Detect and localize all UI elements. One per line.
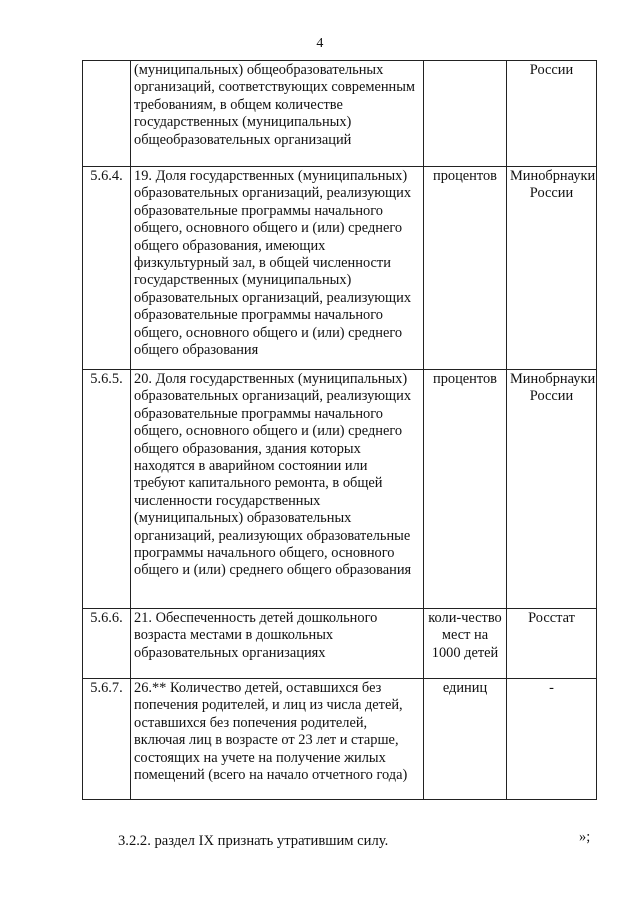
- source-cell: -: [507, 679, 597, 800]
- row-number: 5.6.4.: [83, 167, 131, 370]
- indicator-text: 19. Доля государственных (муниципальных) образовательных организаций, реализующих образовательные программы начального общего, основного общего и (или) среднего общего образования, имеющих физкультурный зал, в общей численности государственных (муниципальных) образовательных организаций, реализующих образовательные программы начального общего, основного общего и (или) среднего общего образования: [131, 167, 424, 370]
- unit-cell: процентов: [424, 370, 507, 609]
- unit-cell: единиц: [424, 679, 507, 800]
- row-number: 5.6.7.: [83, 679, 131, 800]
- row-number: [83, 61, 131, 167]
- source-cell: Росстат: [507, 609, 597, 679]
- indicator-text: (муниципальных) общеобразовательных организаций, соответствующих современным требованиям, в общем количестве государственных (муниципальных) общеобразовательных организаций: [131, 61, 424, 167]
- unit-cell: процентов: [424, 167, 507, 370]
- indicator-text: 26.** Количество детей, оставшихся без попечения родителей, и лиц из числа детей, оставшихся без попечения родителей, включая лиц в возрасте от 23 лет и старше, состоящих на учете на получение жилых помещений (всего на начало отчетного года): [131, 679, 424, 800]
- table-row: [83, 679, 597, 800]
- source-cell: России: [507, 61, 597, 167]
- table-row: [83, 609, 597, 679]
- table-row: [83, 61, 597, 167]
- source-cell: Минобрнауки России: [507, 370, 597, 609]
- unit-cell: коли-чество мест на 1000 детей: [424, 609, 507, 679]
- source-cell: Минобрнауки России: [507, 167, 597, 370]
- indicators-table: [82, 60, 597, 800]
- row-number: 5.6.6.: [83, 609, 131, 679]
- table-row: [83, 370, 597, 609]
- row-number: 5.6.5.: [83, 370, 131, 609]
- closing-quote: »;: [579, 829, 591, 845]
- table-row: [83, 167, 597, 370]
- indicator-text: 20. Доля государственных (муниципальных) образовательных организаций, реализующих образовательные программы начального общего, основного общего и (или) среднего общего образования, здания которых находятся в аварийном состоянии или требуют капитального ремонта, в общей численности государственных (муниципальных) образовательных организаций, реализующих образовательные программы начального общего, основного общего и (или) среднего общего образования: [131, 370, 424, 609]
- unit-cell: [424, 61, 507, 167]
- page-number: 4: [316, 36, 324, 51]
- final-paragraph: 3.2.2. раздел IX признать утратившим силу.: [118, 833, 389, 849]
- indicator-text: 21. Обеспеченность детей дошкольного возраста местами в дошкольных образовательных организациях: [131, 609, 424, 679]
